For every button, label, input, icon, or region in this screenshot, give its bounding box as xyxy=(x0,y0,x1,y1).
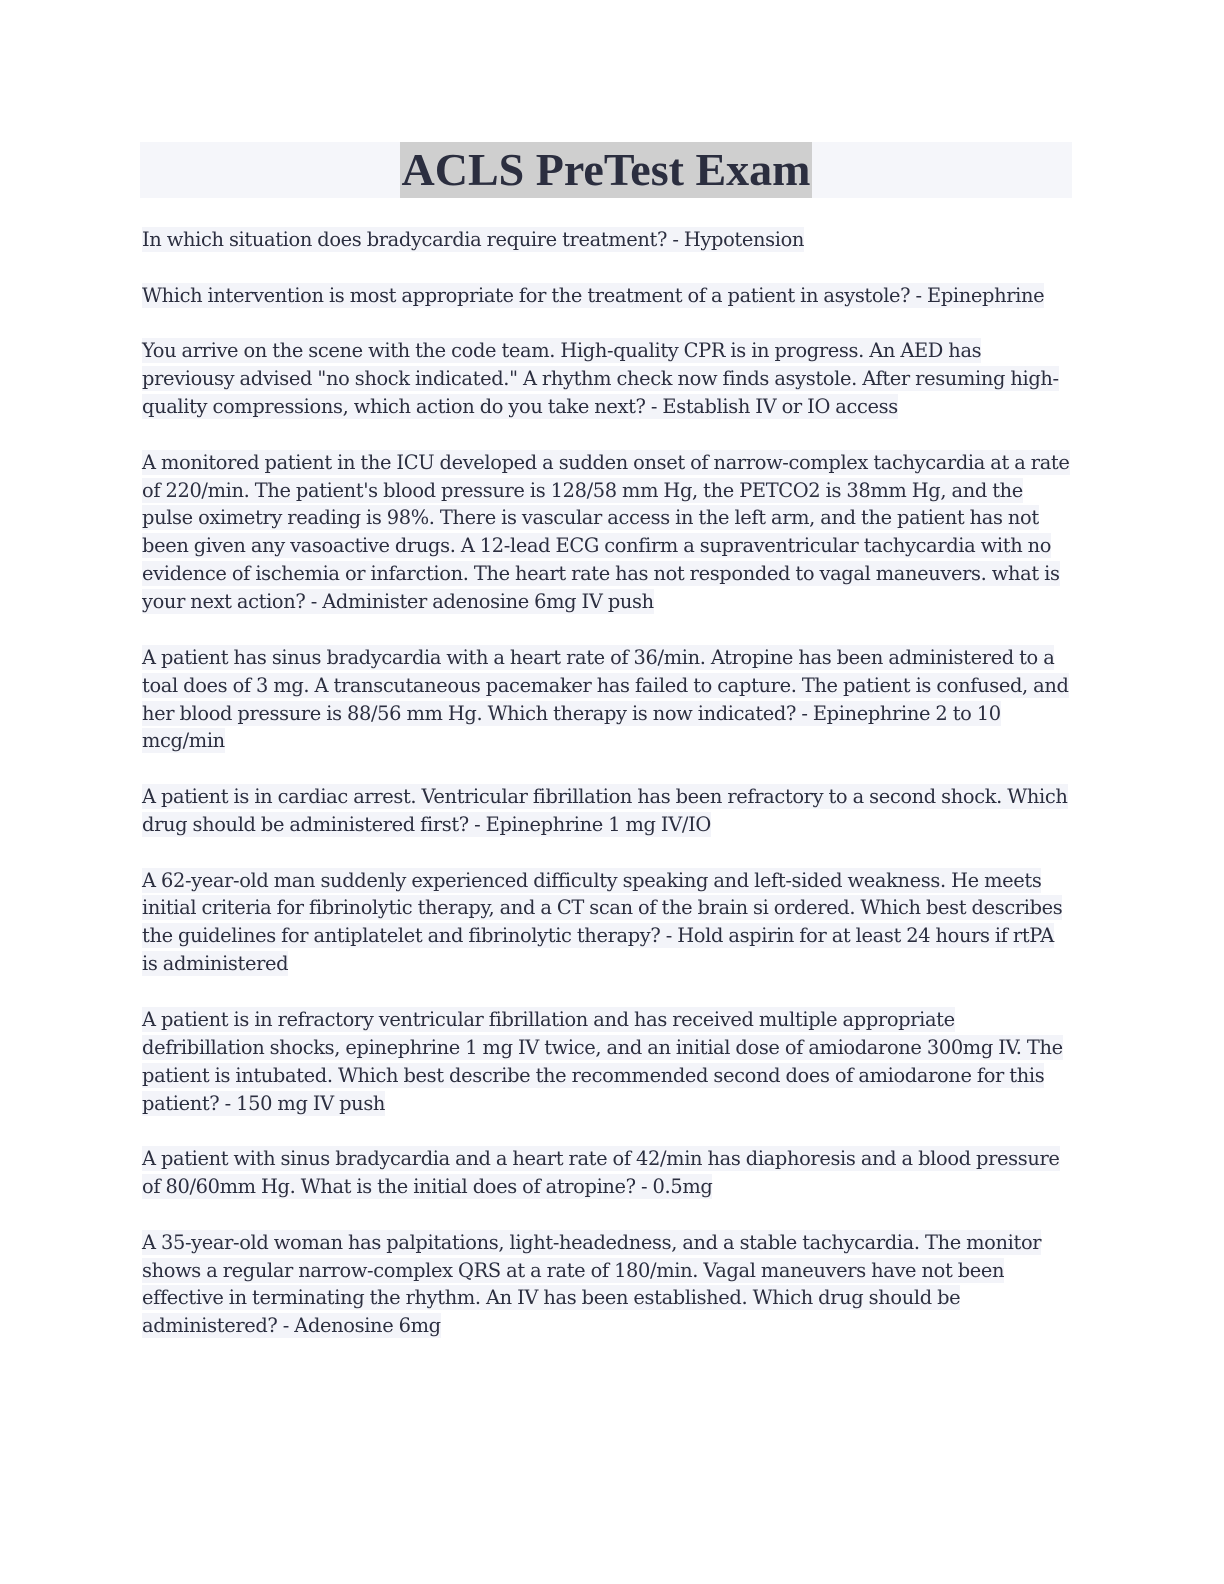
question-text: In which situation does bradycardia require treatment? - Hypotension xyxy=(142,228,805,251)
question-text: You arrive on the scene with the code team. High-quality CPR is in progress. An AED has previousy advised "no shock indicated." A rhythm check now finds asystole. After resuming high-quality compressions, which action do you take next? - Establish IV or IO access xyxy=(142,339,1059,418)
question-text: A patient has sinus bradycardia with a heart rate of 36/min. Atropine has been administered to a toal does of 3 mg. A transcutaneous pacemaker has failed to capture. The patient is confused, and her blood pressure is 88/56 mm Hg. Which therapy is now indicated? - Epinephrine 2 to 10 mcg/min xyxy=(142,645,1069,753)
question-item xyxy=(142,282,1074,310)
question-text: A patient is in refractory ventricular fibrillation and has received multiple appropriate defribillation shocks, epinephrine 1 mg IV twice, and an initial dose of amiodarone 300mg IV. The patient is intubated. Which best describe the recommended second does of amiodarone for this patient? - 150 mg IV push xyxy=(142,1007,1063,1115)
question-item xyxy=(142,1006,1074,1118)
page-title: ACLS PreTest Exam xyxy=(400,142,813,198)
question-item xyxy=(142,337,1074,421)
question-item xyxy=(142,449,1074,616)
question-text: A 35-year-old woman has palpitations, light-headedness, and a stable tachycardia. The monitor shows a regular narrow-complex QRS at a rate of 180/min. Vagal maneuvers have not been effective in terminating the rhythm. An IV has been established. Which drug should be administered? - Adenosine 6mg xyxy=(142,1230,1042,1338)
question-text: A patient is in cardiac arrest. Ventricular fibrillation has been refractory to a second shock. Which drug should be administered first? - Epinephrine 1 mg IV/IO xyxy=(142,785,1068,836)
question-text: A 62-year-old man suddenly experienced difficulty speaking and left-sided weakness. He meets initial criteria for fibrinolytic therapy, and a CT scan of the brain si ordered. Which best describes the guidelines for antiplatelet and fibrinolytic therapy? - Hold aspirin for at least 24 hours if rtPA is administered xyxy=(142,868,1063,976)
question-item xyxy=(142,644,1074,756)
question-text: Which intervention is most appropriate for the treatment of a patient in asystole? - Epinephrine xyxy=(142,283,1045,307)
document-page xyxy=(142,142,1074,1368)
question-item xyxy=(142,783,1074,839)
question-item xyxy=(142,1145,1074,1201)
question-item xyxy=(142,1229,1074,1341)
question-item xyxy=(142,226,1074,254)
title-band xyxy=(140,142,1072,198)
question-item xyxy=(142,867,1074,979)
question-text: A patient with sinus bradycardia and a heart rate of 42/min has diaphoresis and a blood pressure of 80/60mm Hg. What is the initial does of atropine? - 0.5mg xyxy=(142,1147,1060,1199)
question-list xyxy=(142,226,1074,1340)
question-text: A monitored patient in the ICU developed a sudden onset of narrow-complex tachycardia at a rate of 220/min. The patient's blood pressure is 128/58 mm Hg, the PETCO2 is 38mm Hg, and the pulse oximetry reading is 98%. There is vascular access in the left arm, and the patient has not been given any vasoactive drugs. A 12-lead ECG confirm a supraventricular tachycardia with no evidence of ischemia or infarction. The heart rate has not responded to vagal maneuvers. what is your next action? - Administer adenosine 6mg IV push xyxy=(142,450,1070,614)
